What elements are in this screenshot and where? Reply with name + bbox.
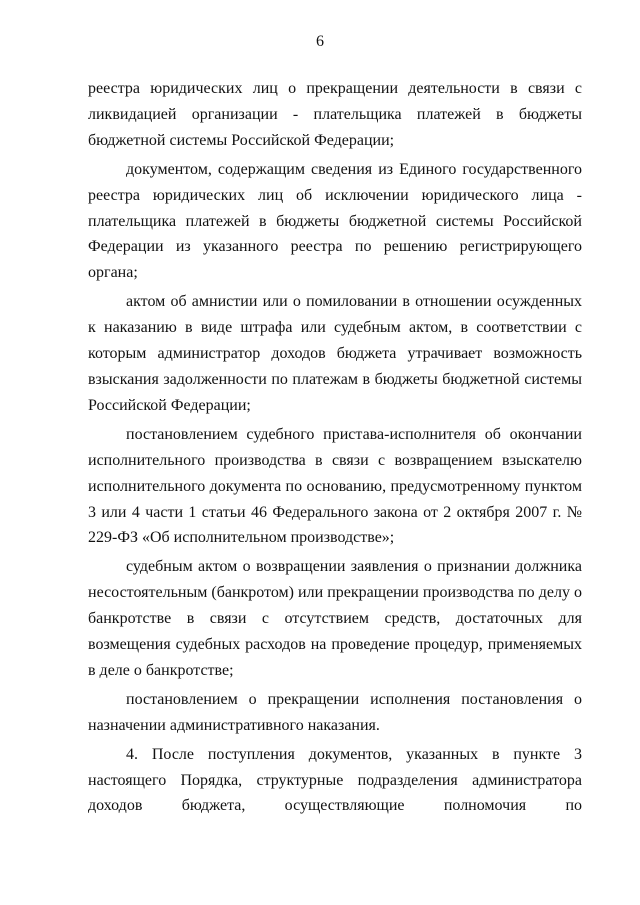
paragraph-bailiff-resolution: постановлением судебного пристава-исполнителя об окончании исполнительного производства в связи с возвращением взыскателю исполнительного документа по основанию, предусмотренному пунктом 3 или 4 части 1 статьи 46 Федерального закона от 2 октября 2007 г. № 229-ФЗ «Об исполнительном производстве»; — [88, 425, 582, 547]
page-number: 6 — [316, 33, 324, 50]
paragraph-continuation: реестра юридических лиц о прекращении деятельности в связи с ликвидацией организации - плательщика платежей в бюджеты бюджетной системы Российской Федерации; — [88, 80, 582, 149]
document-body — [88, 76, 582, 819]
paragraph-amnesty-act: актом об амнистии или о помиловании в отношении осужденных к наказанию в виде штрафа или судебным актом, в соответствии с которым администратор доходов бюджета утрачивает возможность взыскания задолженности по платежам в бюджеты бюджетной системы Российской Федерации; — [88, 293, 582, 414]
paragraph-bankruptcy-act: судебным актом о возвращении заявления о признании должника несостоятельным (банкротом) или прекращении производства по делу о банкротстве в связи с отсутствием средств, достаточных для возмещения судебных расходов на проведение процедур, применяемых в деле о банкротстве; — [88, 558, 582, 679]
paragraph-item-4: 4. После поступления документов, указанных в пункте 3 настоящего Порядка, структурные подразделения администратора доходов бюджета, осуществляющие полномочия по — [88, 745, 582, 815]
paragraph-administrative-penalty: постановлением о прекращении исполнения постановления о назначении административного наказания. — [88, 690, 582, 734]
paragraph-egrul-exclusion: документом, содержащим сведения из Единого государственного реестра юридических лиц об исключении юридического лица - плательщика платежей в бюджеты бюджетной системы Российской Федерации из указанного реестра по решению регистрирующего органа; — [88, 160, 582, 282]
